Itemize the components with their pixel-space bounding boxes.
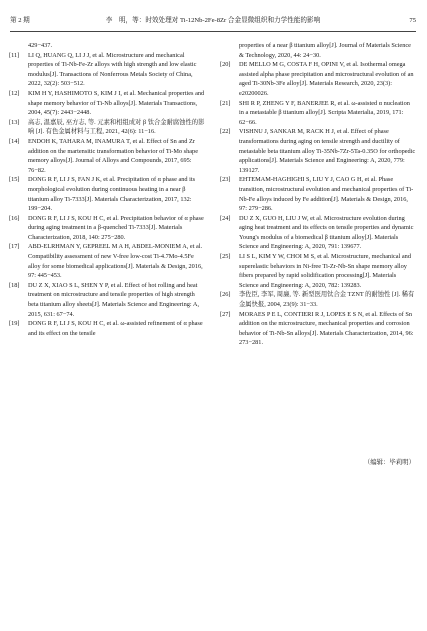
reference-number: [13] <box>9 118 20 126</box>
reference-item <box>9 281 205 319</box>
reference-text: DONG R F, LI J S, KOU H C, et al. ω-assisted refinement of α phase and its effect on the tensile <box>28 320 203 337</box>
reference-item <box>220 252 416 290</box>
reference-item <box>220 127 416 175</box>
reference-text: 高志, 温嘉辰, 巫方志, 等. 元素和相组成对 β 钛合金耐腐蚀性的影响 [J]. 有色金属材料与工程, 2021, 42(6): 11−16. <box>28 118 205 136</box>
reference-continuation <box>9 41 205 51</box>
reference-text: 429−437. <box>28 42 53 49</box>
reference-number: [11] <box>9 51 20 59</box>
reference-number: [20] <box>220 61 231 69</box>
reference-item <box>220 60 416 98</box>
reference-text: SHI R P, ZHENG Y F, BANERJEE R, et al. ω-assisted α nucleation in a metastable β titanium alloy[J]. Scripta Materialia, 2019, 171: 62−66. <box>239 99 410 126</box>
reference-column-left <box>9 41 205 338</box>
reference-item <box>220 99 416 128</box>
issue-label: 第 2 期 <box>10 17 30 24</box>
reference-continuation <box>220 41 416 60</box>
reference-number: [26] <box>220 291 231 299</box>
reference-item <box>9 137 205 175</box>
reference-number: [21] <box>220 99 231 107</box>
page-header <box>10 14 416 30</box>
header-rule <box>10 31 416 32</box>
reference-text: DU Z X, XIAO S L, SHEN Y P, et al. Effect of hot rolling and heat treatment on microstructure and tensile properties of high strength beta titanium alloy sheets[J]. Materials Science and Engineering: A, 2015, 631: 67−74. <box>28 281 200 318</box>
reference-text: 李佐臣, 李军, 周廉, 等. 新型医用钛合金 TZNT 的耐蚀性 [J]. 稀有金属快报, 2004, 23(9): 31−33. <box>239 291 415 309</box>
reference-number: [22] <box>220 128 231 136</box>
reference-text: properties of a near β titanium alloy[J]. Journal of Materials Science & Technology, 2020, 44: 24−30. <box>239 42 411 59</box>
reference-number: [12] <box>9 89 20 97</box>
reference-text: DE MELLO M G, COSTA F H, OPINI V, et al. Isothermal omega assisted alpha phase precipitation and microstructural evolution of an aged Ti-30Nb-3Fe alloy[J]. Materials Research, 2020, 23(3): e20200026. <box>239 61 414 97</box>
running-title: 李 明，等：时效处理对 Ti-12Nb-2Fe-8Zr 合金显微组织和力学性能的影响 <box>105 17 321 24</box>
reference-item <box>220 175 416 213</box>
reference-number: [14] <box>9 137 20 145</box>
reference-text: DONG R F, LI J S, FAN J K, et al. Precipitation of α phase and its morphological evolution during continuous heating in a near β titanium alloy Ti-7333[J]. Materials Characterization, 2017, 132: 199−204. <box>28 176 196 213</box>
reference-number: [23] <box>220 176 231 184</box>
reference-text: KIM H Y, HASHIMOTO S, KIM J I, et al. Mechanical properties and shape memory behavior of Ti-Nb alloys[J]. Materials Transactions, 2004, 45(7): 2443−2448. <box>28 89 205 117</box>
reference-number: [15] <box>9 176 20 184</box>
reference-text: LI Q, HUANG Q, LI J J, et al. Microstructure and mechanical properties of Ti-Nb-Fe-Zr alloys with high strength and low elastic modulus[J]. Transactions of Nonferrous Metals Society of China, 2022, 32(2): 503−512. <box>28 51 197 88</box>
reference-item <box>9 51 205 89</box>
reference-text: DONG R F, LI J S, KOU H C, et al. Precipitation behavior of α phase during aging treatment in a β-quenched Ti-7333[J]. Materials Characterization, 2018, 140: 275−280. <box>28 214 204 241</box>
reference-number: [24] <box>220 214 231 222</box>
reference-number: [18] <box>9 281 20 289</box>
reference-number: [16] <box>9 214 20 222</box>
page-number: 75 <box>409 17 416 24</box>
reference-item <box>220 310 416 348</box>
reference-item <box>9 319 205 338</box>
reference-item <box>9 118 205 137</box>
reference-number: [27] <box>220 310 231 318</box>
reference-item <box>9 175 205 213</box>
reference-text: ABD-ELRHMAN Y, GEPREEL M A H, ABDEL-MONIEM A, et al. Compatibility assessment of new V-free low-cost Ti-4.7Mo-4.5Fe alloy for some biomedical applications[J]. Materials & Design, 2016, 97: 445−453. <box>28 243 203 280</box>
reference-text: EHTEMAM-HAGHIGHI S, LIU Y J, CAO G H, et al. Phase transition, microstructural evolution and mechanical properties of Ti-Nb-Fe alloys induced by Fe addition[J]. Materials & Design, 2016, 97: 279−286. <box>239 176 414 213</box>
reference-column-right <box>220 41 416 348</box>
reference-text: ENDOH K, TAHARA M, INAMURA T, et al. Effect of Sn and Zr addition on the martensitic transformation behavior of Ti-Mo shape memory alloys[J]. Journal of Alloys and Compounds, 2017, 695: 76−82. <box>28 137 198 174</box>
reference-item <box>220 214 416 252</box>
reference-item <box>9 242 205 280</box>
reference-number: [19] <box>9 320 20 328</box>
reference-text: DU Z X, GUO H, LIU J W, et al. Microstructure evolution during aging heat treatment and its effects on tensile properties and dynamic Young's modulus of a biomedical β titanium alloy[J]. Materials Science and Engineering: A, 2020, 791: 139677. <box>239 214 414 251</box>
reference-text: LI S L, KIM Y W, CHOI M S, et al. Microstructure, mechanical and superelastic behaviors in Ni-free Ti-Zr-Nb-Sn shape memory alloy fibers prepared by rapid solidification processing[J]. Materials Science and Engineering: A, 2020, 782: 139283. <box>239 253 411 289</box>
reference-item <box>9 214 205 243</box>
reference-item <box>220 290 416 309</box>
reference-item <box>9 89 205 118</box>
reference-text: VISHNU J, SANKAR M, RACK H J, et al. Effect of phase transformations during aging on tensile strength and ductility of metastable beta titanium alloy Ti-35Nb-7Zr-5Ta-0.35O for orthopedic applications[J]. Materials Science and Engineering: A, 2020, 779: 139127. <box>239 128 416 174</box>
reference-number: [17] <box>9 243 20 251</box>
editor-note: （编辑：毕莉明） <box>363 459 415 466</box>
reference-text: MORAES P E L, CONTIERI R J, LOPES E S N, et al. Effects of Sn addition on the microstructure, mechanical properties and corrosion behavior of Ti-Nb-Sn alloys[J]. Materials Characterization, 2014, 96: 273−281. <box>239 310 414 347</box>
reference-number: [25] <box>220 253 231 261</box>
